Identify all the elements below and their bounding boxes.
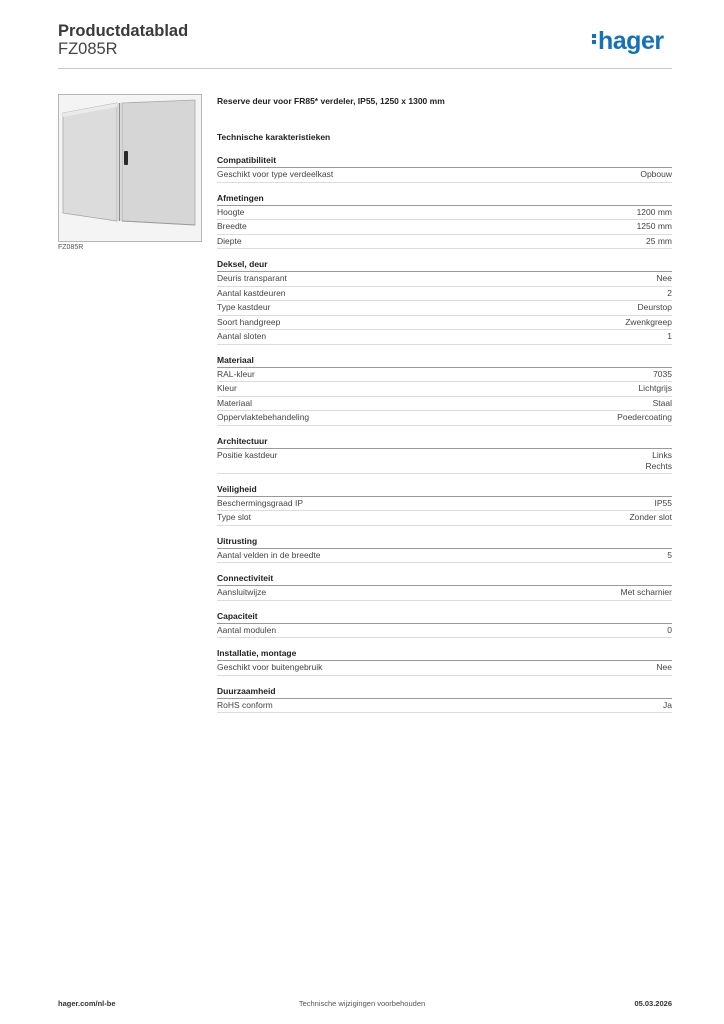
spec-row: [217, 301, 672, 316]
spec-row: [217, 368, 672, 383]
spec-value: 1250 mm: [636, 221, 672, 231]
spec-value: 0: [667, 624, 672, 635]
spec-section: [217, 685, 672, 714]
spec-value: 2: [667, 287, 672, 298]
spec-section: [217, 610, 672, 639]
spec-sections: [217, 154, 672, 713]
spec-label: Deuris transparant: [217, 273, 287, 283]
product-image: [58, 94, 202, 242]
spec-label: Breedte: [217, 221, 247, 231]
spec-row: [217, 272, 672, 287]
spec-section: [217, 647, 672, 676]
footer-website[interactable]: hager.com/nl-be: [58, 999, 116, 1008]
spec-section: [217, 483, 672, 526]
cabinet-door-illustration: [59, 95, 201, 241]
spec-value: Lichtgrijs: [638, 383, 672, 393]
spec-value: IP55: [654, 497, 672, 508]
spec-label: Type slot: [217, 512, 252, 522]
section-title: Installatie, montage: [217, 647, 672, 661]
spec-label: Hoogte: [217, 206, 245, 217]
spec-label: RAL-kleur: [217, 368, 255, 379]
spec-value: [646, 449, 672, 473]
spec-value: 7035: [653, 368, 672, 379]
logo-text: hager: [598, 27, 664, 55]
spec-row: [217, 287, 672, 302]
spec-row: [217, 168, 672, 183]
spec-label: Aantal modulen: [217, 624, 277, 635]
spec-label: Kleur: [217, 383, 237, 393]
spec-row: [217, 397, 672, 412]
spec-content: [217, 96, 672, 713]
spec-label: RoHS conform: [217, 699, 273, 710]
spec-row: [217, 235, 672, 250]
spec-row: [217, 497, 672, 512]
spec-label: Aansluitwijze: [217, 587, 267, 597]
spec-label: Type kastdeur: [217, 302, 271, 312]
spec-section: [217, 192, 672, 250]
spec-label: Soort handgreep: [217, 316, 281, 327]
spec-value: Zwenkgreep: [625, 316, 672, 327]
spec-section: [217, 535, 672, 564]
spec-value: 1200 mm: [636, 206, 672, 217]
product-code: FZ085R: [58, 40, 118, 58]
spec-row: [217, 220, 672, 235]
spec-section: [217, 435, 672, 474]
spec-section: [217, 354, 672, 426]
spec-label: Aantal sloten: [217, 331, 267, 341]
spec-value: Zonder slot: [629, 512, 672, 522]
section-title: Compatibiliteit: [217, 154, 672, 168]
spec-value: Nee: [656, 273, 672, 283]
logo-dots-icon: [592, 32, 597, 46]
image-caption: FZ085R: [58, 244, 84, 251]
spec-row: [217, 624, 672, 639]
section-title: Uitrusting: [217, 535, 672, 549]
spec-value: Deurstop: [637, 302, 672, 312]
spec-label: Diepte: [217, 235, 242, 246]
section-title: Materiaal: [217, 354, 672, 368]
header-divider: [58, 68, 672, 69]
section-title: Capaciteit: [217, 610, 672, 624]
footer-disclaimer: Technische wijzigingen voorbehouden: [298, 999, 426, 1008]
section-title: Veiligheid: [217, 483, 672, 497]
spec-row: [217, 206, 672, 221]
spec-row: [217, 586, 672, 601]
spec-value: 5: [667, 549, 672, 560]
spec-section: [217, 572, 672, 601]
spec-label: Geschikt voor type verdeelkast: [217, 169, 334, 179]
spec-row: [217, 511, 672, 526]
spec-row: [217, 411, 672, 426]
spec-label: Beschermingsgraad IP: [217, 497, 303, 508]
spec-section: [217, 154, 672, 183]
spec-section: [217, 258, 672, 345]
spec-row: [217, 316, 672, 331]
spec-value: 1: [667, 331, 672, 341]
spec-row: [217, 549, 672, 564]
section-title: Connectiviteit: [217, 572, 672, 586]
spec-row: [217, 661, 672, 676]
spec-label: Materiaal: [217, 397, 252, 408]
spec-value-line: Links: [652, 449, 672, 460]
spec-row: [217, 699, 672, 714]
page-title: Productdatablad: [58, 22, 189, 40]
spec-label: Positie kastdeur: [217, 449, 278, 460]
hager-logo: [592, 27, 664, 56]
spec-value: Poedercoating: [617, 412, 672, 422]
spec-value: 25 mm: [646, 235, 672, 246]
section-title: Duurzaamheid: [217, 685, 672, 699]
spec-value: Met scharnier: [620, 587, 672, 597]
spec-value: Staal: [652, 397, 672, 408]
spec-label: Aantal velden in de breedte: [217, 549, 321, 560]
spec-value: Nee: [656, 662, 672, 672]
spec-label: Geschikt voor buitengebruik: [217, 662, 323, 672]
spec-value: Opbouw: [640, 169, 672, 179]
spec-label: Aantal kastdeuren: [217, 287, 286, 298]
section-title: Deksel, deur: [217, 258, 672, 272]
product-name: Reserve deur voor FR85* verdeler, IP55, 1250 x 1300 mm: [217, 96, 445, 106]
spec-row: [217, 382, 672, 397]
section-title: Afmetingen: [217, 192, 672, 206]
spec-row: [217, 449, 672, 474]
spec-label: Oppervlaktebehandeling: [217, 412, 310, 422]
spec-value: Ja: [663, 699, 672, 710]
spec-row: [217, 330, 672, 345]
section-title: Architectuur: [217, 435, 672, 449]
footer-date: 05.03.2026: [634, 999, 672, 1008]
tech-heading: Technische karakteristieken: [217, 132, 331, 142]
spec-value-line: Rechts: [645, 460, 672, 471]
